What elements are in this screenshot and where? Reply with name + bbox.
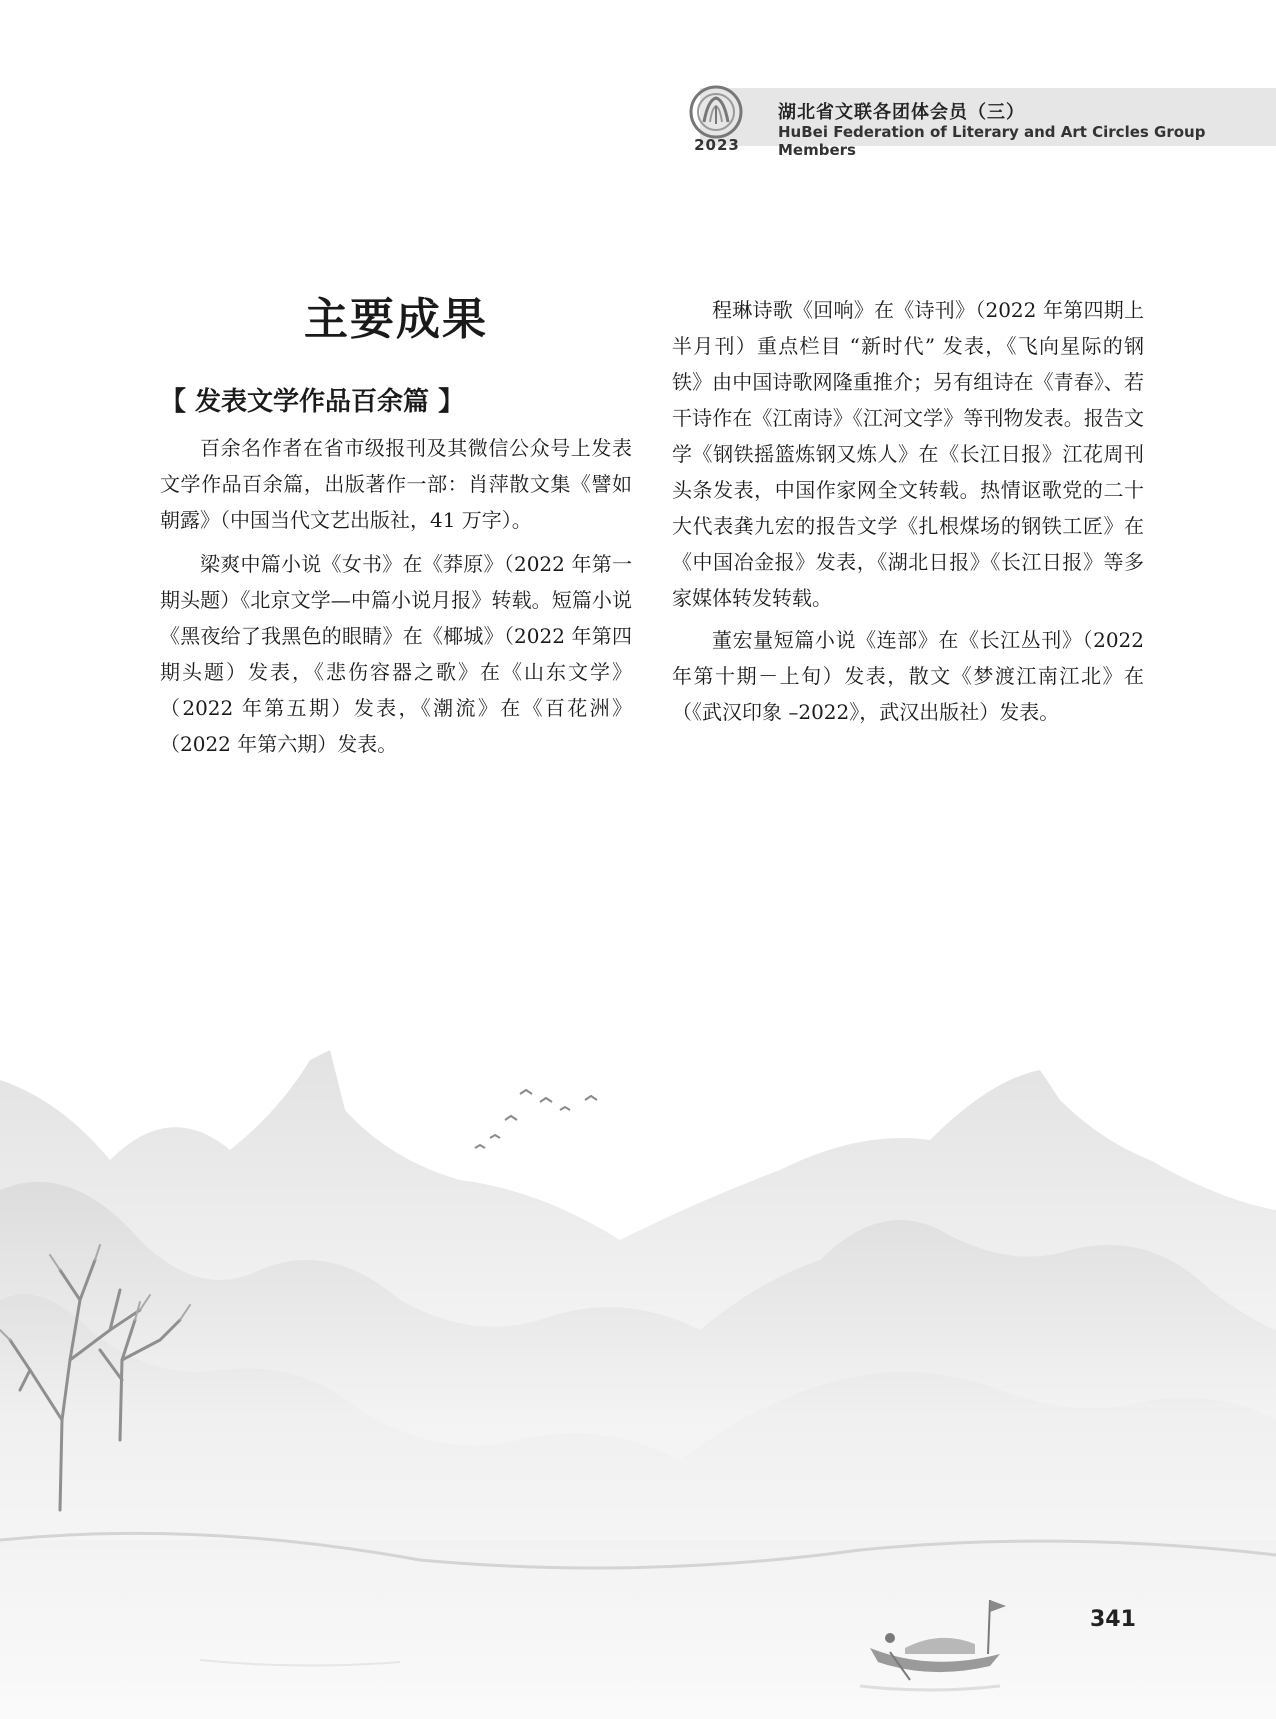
paragraph: 梁爽中篇小说《女书》在《莽原》（2022 年第一期头题）《北京文学—中篇小说月报》转载。短篇小说《黑夜给了我黑色的眼睛》在《椰城》（2022 年第四期头题）发表，《悲伤容器之歌》在《山东文学》（2022 年第五期）发表，《潮流》在《百花洲》（2022 年第六期）发表。 [160,552,632,756]
section-heading: 【 发表文学作品百余篇 】 [160,387,465,417]
header-title-chinese: 湖北省文联各团体会员（三） [778,102,1025,123]
page-title: 主要成果 [304,294,488,345]
page-number: 341 [1090,1607,1136,1632]
header-title-english: HuBei Federation of Literary and Art Circles Group Members [778,123,1206,159]
paragraph: 董宏量短篇小说《连部》在《长江丛刊》（2022 年第十期－上旬）发表，散文《梦渡江南江北》在（《武汉印象 –2022》，武汉出版社）发表。 [672,628,1144,724]
federation-emblem-icon [688,84,744,140]
paragraph: 百余名作者在省市级报刊及其微信公众号上发表文学作品百余篇，出版著作一部：肖萍散文集《譬如朝露》（中国当代文艺出版社，41 万字）。 [160,436,632,532]
header-year: 2023 [694,136,740,154]
ink-landscape-illustration [0,1040,1276,1719]
right-column [672,292,1144,736]
left-column [160,290,632,770]
paragraph: 程琳诗歌《回响》在《诗刊》（2022 年第四期上半月刊）重点栏目 “新时代” 发表，《飞向星际的钢铁》由中国诗歌网隆重推介；另有组诗在《青春》、若干诗作在《江南诗》《江河文学》等刊物发表。报告文学《钢铁摇篮炼钢又炼人》在《长江日报》江花周刊头条发表，中国作家网全文转载。热情讴歌党的二十大代表龚九宏的报告文学《扎根煤场的钢铁工匠》在《中国冶金报》发表，《湖北日报》《长江日报》等多家媒体转发转载。 [672,298,1144,610]
